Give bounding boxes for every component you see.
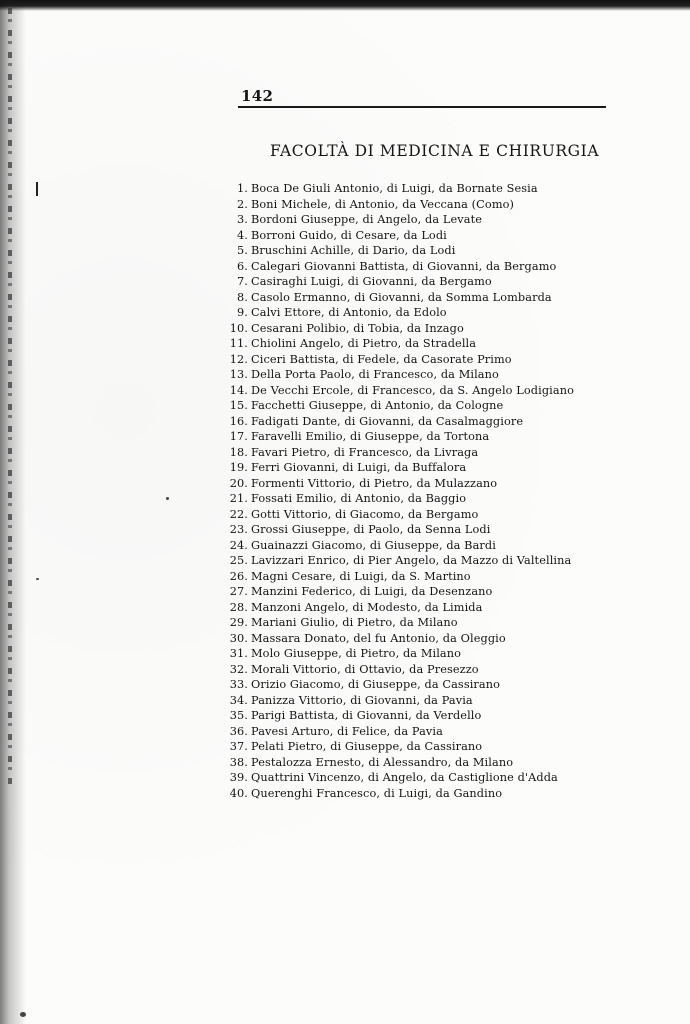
ink-speck bbox=[20, 1012, 26, 1017]
entry-text: Querenghi Francesco, di Luigi, da Gandino bbox=[251, 786, 503, 800]
entry-text: Casolo Ermanno, di Giovanni, da Somma Lombarda bbox=[251, 290, 552, 304]
list-item bbox=[222, 259, 574, 275]
list-item bbox=[222, 476, 574, 492]
list-item bbox=[222, 677, 574, 693]
list-item bbox=[222, 305, 574, 321]
entry-number: 20. bbox=[229, 476, 248, 490]
entry-number: 4. bbox=[237, 228, 248, 242]
entry-text: Grossi Giuseppe, di Paolo, da Senna Lodi bbox=[251, 523, 491, 536]
entry-text: Pestalozza Ernesto, di Alessandro, da Milano bbox=[251, 755, 514, 769]
entry-number: 16. bbox=[229, 414, 248, 428]
entry-text: Ciceri Battista, di Fedele, da Casorate Primo bbox=[251, 352, 512, 366]
entry-text: Faravelli Emilio, di Giuseppe, da Tortona bbox=[251, 430, 490, 443]
entry-number: 9. bbox=[237, 306, 248, 319]
entry-text: Fadigati Dante, di Giovanni, da Casalmaggiore bbox=[251, 414, 524, 428]
list-item bbox=[222, 274, 574, 290]
entry-number: 11. bbox=[229, 337, 248, 350]
entry-text: Borroni Guido, di Cesare, da Lodi bbox=[251, 228, 447, 242]
entry-text: Boca De Giuli Antonio, di Luigi, da Bornate Sesia bbox=[251, 182, 538, 195]
entry-text: Guainazzi Giacomo, di Giuseppe, da Bardi bbox=[251, 538, 496, 552]
entry-number: 8. bbox=[237, 290, 248, 304]
list-item bbox=[222, 786, 574, 802]
entry-number: 7. bbox=[237, 275, 248, 288]
entry-text: Bordoni Giuseppe, di Angelo, da Levate bbox=[251, 213, 483, 226]
list-item bbox=[222, 228, 574, 244]
entry-text: Cesarani Polibio, di Tobia, da Inzago bbox=[251, 321, 464, 335]
page-number: 142 bbox=[241, 87, 274, 105]
list-item bbox=[222, 367, 574, 383]
entry-number: 27. bbox=[229, 585, 248, 598]
entry-text: Molo Giuseppe, di Pietro, da Milano bbox=[251, 647, 462, 660]
entry-number: 32. bbox=[229, 662, 248, 676]
list-item bbox=[222, 212, 574, 228]
list-item bbox=[222, 460, 574, 476]
list-item bbox=[222, 584, 574, 600]
scan-top-edge bbox=[0, 0, 690, 11]
entry-number: 17. bbox=[229, 430, 248, 443]
list-item bbox=[222, 414, 574, 430]
entry-text: Manzoni Angelo, di Modesto, da Limida bbox=[251, 600, 483, 614]
entry-number: 21. bbox=[229, 492, 248, 505]
list-item bbox=[222, 352, 574, 368]
list-item bbox=[222, 739, 574, 755]
margin-mark bbox=[36, 182, 38, 196]
list-item bbox=[222, 181, 574, 197]
entry-text: Pelati Pietro, di Giuseppe, da Cassirano bbox=[251, 740, 483, 753]
entry-text: Orizio Giacomo, di Giuseppe, da Cassirano bbox=[251, 678, 501, 691]
entry-number: 15. bbox=[229, 399, 248, 412]
list-item bbox=[222, 321, 574, 337]
entry-text: Gotti Vittorio, di Giacomo, da Bergamo bbox=[251, 507, 479, 521]
list-item bbox=[222, 336, 574, 352]
entry-number: 25. bbox=[229, 554, 248, 567]
list-item bbox=[222, 755, 574, 771]
entry-text: Facchetti Giuseppe, di Antonio, da Cologne bbox=[251, 399, 504, 412]
entry-text: Manzini Federico, di Luigi, da Desenzano bbox=[251, 585, 493, 598]
entry-number: 35. bbox=[229, 709, 248, 722]
ink-speck bbox=[166, 497, 169, 500]
student-list bbox=[222, 181, 574, 801]
binding-marks bbox=[8, 8, 12, 788]
entry-text: Formenti Vittorio, di Pietro, da Mulazzano bbox=[251, 476, 498, 490]
entry-number: 29. bbox=[229, 616, 248, 629]
list-item bbox=[222, 429, 574, 445]
entry-text: Magni Cesare, di Luigi, da S. Martino bbox=[251, 569, 471, 583]
entry-number: 28. bbox=[229, 600, 248, 614]
list-item bbox=[222, 553, 574, 569]
entry-number: 5. bbox=[237, 244, 248, 257]
entry-text: Calvi Ettore, di Antonio, da Edolo bbox=[251, 306, 447, 319]
entry-number: 10. bbox=[229, 321, 248, 335]
list-item bbox=[222, 398, 574, 414]
entry-text: Panizza Vittorio, di Giovanni, da Pavia bbox=[251, 693, 473, 707]
list-item bbox=[222, 770, 574, 786]
list-item bbox=[222, 646, 574, 662]
entry-number: 39. bbox=[229, 771, 248, 784]
list-item bbox=[222, 243, 574, 259]
ink-speck bbox=[36, 578, 39, 580]
entry-number: 2. bbox=[237, 197, 248, 211]
list-item bbox=[222, 507, 574, 523]
list-item bbox=[222, 724, 574, 740]
list-item bbox=[222, 662, 574, 678]
list-item bbox=[222, 491, 574, 507]
list-item bbox=[222, 445, 574, 461]
entry-number: 18. bbox=[229, 445, 248, 459]
entry-number: 19. bbox=[229, 461, 248, 474]
entry-number: 13. bbox=[229, 368, 248, 381]
list-item bbox=[222, 522, 574, 538]
entry-number: 24. bbox=[229, 538, 248, 552]
entry-number: 12. bbox=[229, 352, 248, 366]
entry-number: 22. bbox=[229, 507, 248, 521]
entry-text: Chiolini Angelo, di Pietro, da Stradella bbox=[251, 337, 477, 350]
scan-left-edge bbox=[0, 0, 26, 1024]
entry-number: 30. bbox=[229, 631, 248, 645]
entry-text: Favari Pietro, di Francesco, da Livraga bbox=[251, 445, 479, 459]
entry-text: De Vecchi Ercole, di Francesco, da S. Angelo Lodigiano bbox=[251, 383, 574, 397]
entry-number: 36. bbox=[229, 724, 248, 738]
entry-text: Pavesi Arturo, di Felice, da Pavia bbox=[251, 724, 443, 738]
list-item bbox=[222, 615, 574, 631]
entry-text: Massara Donato, del fu Antonio, da Oleggio bbox=[251, 631, 506, 645]
entry-text: Parigi Battista, di Giovanni, da Verdello bbox=[251, 709, 482, 722]
header-rule bbox=[238, 106, 606, 108]
entry-text: Casiraghi Luigi, di Giovanni, da Bergamo bbox=[251, 275, 492, 288]
list-item bbox=[222, 538, 574, 554]
list-item bbox=[222, 569, 574, 585]
entry-text: Ferri Giovanni, di Luigi, da Buffalora bbox=[251, 461, 467, 474]
entry-text: Bruschini Achille, di Dario, da Lodi bbox=[251, 244, 456, 257]
entry-text: Morali Vittorio, di Ottavio, da Presezzo bbox=[251, 662, 479, 676]
entry-number: 14. bbox=[229, 383, 248, 397]
entry-number: 37. bbox=[229, 740, 248, 753]
entry-number: 6. bbox=[237, 259, 248, 273]
list-item bbox=[222, 197, 574, 213]
entry-number: 26. bbox=[229, 569, 248, 583]
entry-text: Fossati Emilio, di Antonio, da Baggio bbox=[251, 492, 467, 505]
entry-number: 33. bbox=[229, 678, 248, 691]
list-item bbox=[222, 383, 574, 399]
entry-number: 38. bbox=[229, 755, 248, 769]
entry-number: 1. bbox=[237, 182, 248, 195]
list-item bbox=[222, 631, 574, 647]
entry-number: 3. bbox=[237, 213, 248, 226]
entry-text: Calegari Giovanni Battista, di Giovanni, da Bergamo bbox=[251, 259, 557, 273]
section-title: FACOLTÀ DI MEDICINA E CHIRURGIA bbox=[270, 142, 600, 160]
entry-text: Boni Michele, di Antonio, da Veccana (Como) bbox=[251, 197, 515, 211]
list-item bbox=[222, 290, 574, 306]
entry-number: 34. bbox=[229, 693, 248, 707]
list-item bbox=[222, 708, 574, 724]
list-item bbox=[222, 693, 574, 709]
entry-number: 31. bbox=[229, 647, 248, 660]
entry-number: 40. bbox=[229, 786, 248, 800]
list-item bbox=[222, 600, 574, 616]
entry-text: Lavizzari Enrico, di Pier Angelo, da Mazzo di Valtellina bbox=[251, 554, 572, 567]
entry-text: Mariani Giulio, di Pietro, da Milano bbox=[251, 616, 458, 629]
entry-text: Quattrini Vincenzo, di Angelo, da Castiglione d'Adda bbox=[251, 771, 558, 784]
entry-text: Della Porta Paolo, di Francesco, da Milano bbox=[251, 368, 499, 381]
entry-number: 23. bbox=[229, 523, 248, 536]
